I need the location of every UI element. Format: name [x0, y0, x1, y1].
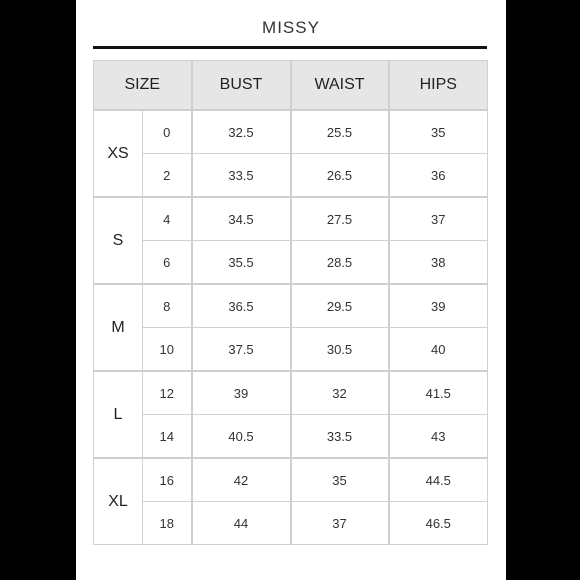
bust-value: 44 — [192, 502, 291, 545]
table-row — [94, 371, 488, 415]
numeric-size: 2 — [143, 154, 192, 198]
bust-value: 32.5 — [192, 110, 291, 154]
numeric-size: 18 — [143, 502, 192, 545]
table-row — [94, 154, 488, 198]
size-group-label: S — [94, 197, 143, 284]
title-divider — [93, 46, 487, 49]
waist-value: 26.5 — [291, 154, 389, 198]
waist-value: 32 — [291, 371, 389, 415]
waist-value: 25.5 — [291, 110, 389, 154]
header-bust: BUST — [192, 61, 291, 111]
numeric-size: 4 — [143, 197, 192, 241]
waist-value: 30.5 — [291, 328, 389, 372]
numeric-size: 6 — [143, 241, 192, 285]
table-row — [94, 197, 488, 241]
numeric-size: 14 — [143, 415, 192, 459]
table-row — [94, 284, 488, 328]
bust-value: 33.5 — [192, 154, 291, 198]
bust-value: 40.5 — [192, 415, 291, 459]
bust-value: 42 — [192, 458, 291, 502]
hips-value: 46.5 — [389, 502, 488, 545]
bust-value: 34.5 — [192, 197, 291, 241]
waist-value: 27.5 — [291, 197, 389, 241]
waist-value: 28.5 — [291, 241, 389, 285]
waist-value: 29.5 — [291, 284, 389, 328]
bust-value: 37.5 — [192, 328, 291, 372]
hips-value: 36 — [389, 154, 488, 198]
numeric-size: 0 — [143, 110, 192, 154]
numeric-size: 8 — [143, 284, 192, 328]
size-chart-table — [93, 60, 488, 545]
hips-value: 44.5 — [389, 458, 488, 502]
header-waist: WAIST — [291, 61, 389, 111]
hips-value: 40 — [389, 328, 488, 372]
table-row — [94, 110, 488, 154]
hips-value: 39 — [389, 284, 488, 328]
header-hips: HIPS — [389, 61, 488, 111]
waist-value: 33.5 — [291, 415, 389, 459]
size-chart-page — [76, 0, 506, 580]
table-row — [94, 241, 488, 285]
size-group-label: L — [94, 371, 143, 458]
hips-value: 37 — [389, 197, 488, 241]
bust-value: 39 — [192, 371, 291, 415]
table-row — [94, 415, 488, 459]
waist-value: 37 — [291, 502, 389, 545]
size-group-label: XS — [94, 110, 143, 197]
numeric-size: 16 — [143, 458, 192, 502]
table-row — [94, 458, 488, 502]
table-row — [94, 502, 488, 545]
header-size: SIZE — [94, 61, 192, 111]
bust-value: 35.5 — [192, 241, 291, 285]
size-group-label: XL — [94, 458, 143, 545]
hips-value: 43 — [389, 415, 488, 459]
size-group-label: M — [94, 284, 143, 371]
hips-value: 41.5 — [389, 371, 488, 415]
numeric-size: 12 — [143, 371, 192, 415]
hips-value: 35 — [389, 110, 488, 154]
header-row — [94, 61, 488, 111]
hips-value: 38 — [389, 241, 488, 285]
bust-value: 36.5 — [192, 284, 291, 328]
table-row — [94, 328, 488, 372]
chart-title: MISSY — [262, 18, 320, 37]
waist-value: 35 — [291, 458, 389, 502]
numeric-size: 10 — [143, 328, 192, 372]
